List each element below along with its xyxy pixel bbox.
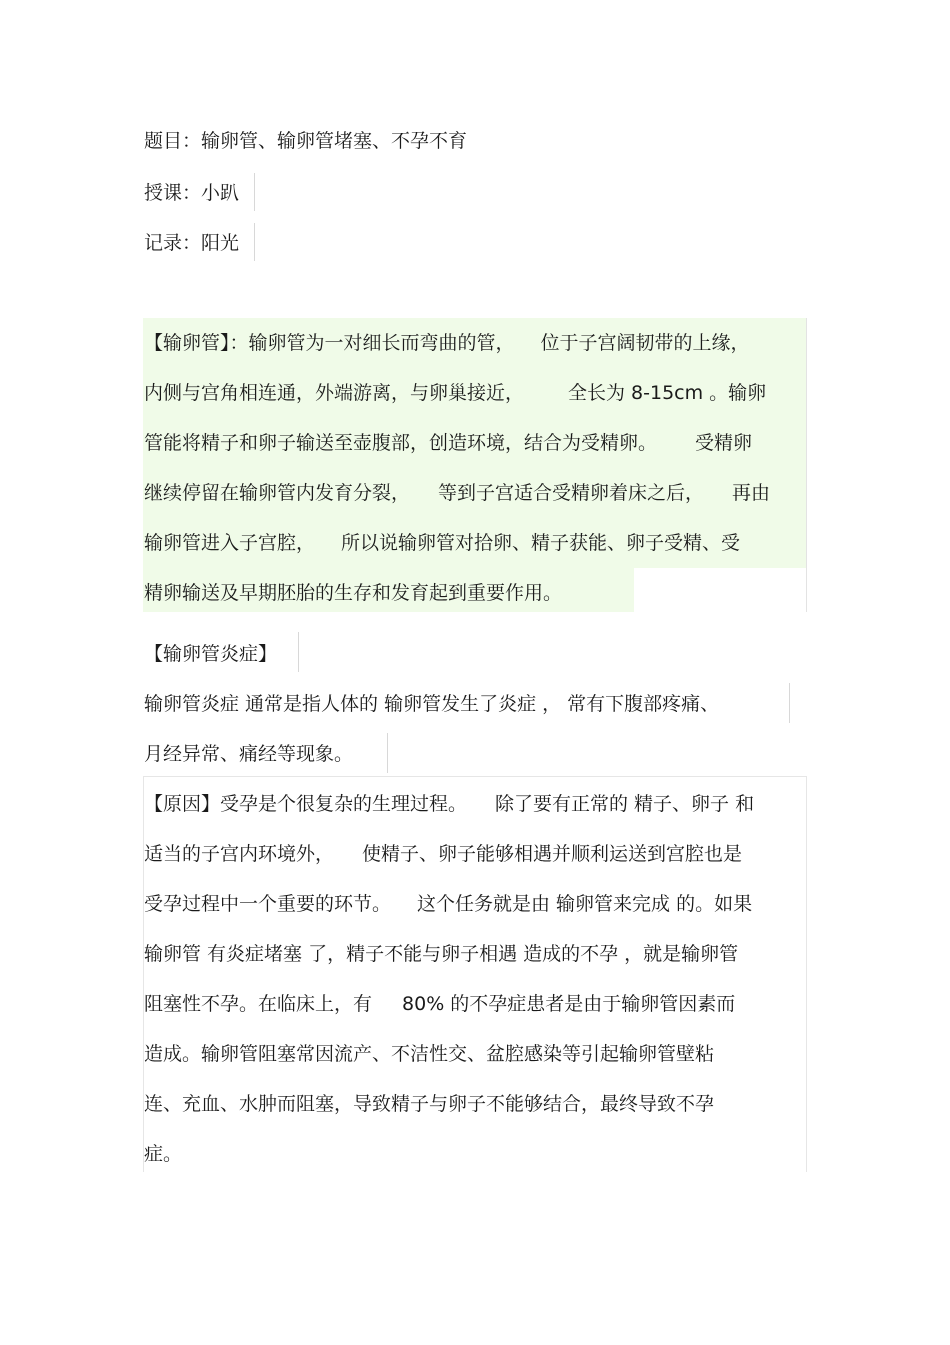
section3-line-3: 受孕过程中一个重要的环节。 这个任务就是由 输卵管来完成 的。如果 <box>144 893 753 915</box>
divider <box>254 223 255 261</box>
section1-line-4: 继续停留在输卵管内发育分裂， 等到子宫适合受精卵着床之后， 再由 <box>144 482 771 504</box>
section1-line-3: 管能将精子和卵子输送至壶腹部，创造环境，结合为受精卵。 受精卵 <box>144 432 753 454</box>
section1-line-1: 【输卵管】：输卵管为一对细长而弯曲的管， 位于子宫阔韧带的上缘， <box>144 332 750 354</box>
section2-line-2: 月经异常、痛经等现象。 <box>144 743 354 765</box>
divider <box>789 683 790 723</box>
section1-line-6: 精卵输送及早期胚胎的生存和发育起到重要作用。 <box>144 582 563 604</box>
section3-line-4: 输卵管 有炎症堵塞 了，精子不能与卵子相遇 造成的不孕 ，就是输卵管 <box>144 943 739 965</box>
document-title: 题目：输卵管、输卵管堵塞、不孕不育 <box>144 130 468 152</box>
section-background-cutout <box>634 568 806 612</box>
section2-heading: 【输卵管炎症】 <box>144 643 278 665</box>
section3-line-5: 阻塞性不孕。在临床上，有 80% 的不孕症患者是由于输卵管因素而 <box>144 993 736 1015</box>
divider <box>806 776 807 1172</box>
divider <box>143 776 807 777</box>
section3-line-8: 症。 <box>144 1143 183 1165</box>
lecturer-line: 授课：小趴 <box>144 182 240 204</box>
divider <box>806 318 807 612</box>
divider <box>298 632 299 672</box>
divider <box>254 173 255 211</box>
section1-line-2: 内侧与宫角相连通，外端游离，与卵巢接近， 全长为 8-15cm 。输卵 <box>144 382 767 404</box>
recorder-line: 记录：阳光 <box>144 232 240 254</box>
divider <box>387 733 388 773</box>
section3-line-1: 【原因】受孕是个很复杂的生理过程。 除了要有正常的 精子、卵子 和 <box>144 793 755 815</box>
section2-line-1: 输卵管炎症 通常是指人体的 输卵管发生了炎症 ， 常有下腹部疼痛、 <box>144 693 720 715</box>
section3-line-7: 连、充血、水肿而阻塞，导致精子与卵子不能够结合，最终导致不孕 <box>144 1093 715 1115</box>
section3-line-2: 适当的子宫内环境外， 使精子、卵子能够相遇并顺利运送到宫腔也是 <box>144 843 743 865</box>
section1-line-5: 输卵管进入子宫腔， 所以说输卵管对拾卵、精子获能、卵子受精、受 <box>144 532 741 554</box>
section3-line-6: 造成。输卵管阻塞常因流产、不洁性交、盆腔感染等引起输卵管壁粘 <box>144 1043 715 1065</box>
